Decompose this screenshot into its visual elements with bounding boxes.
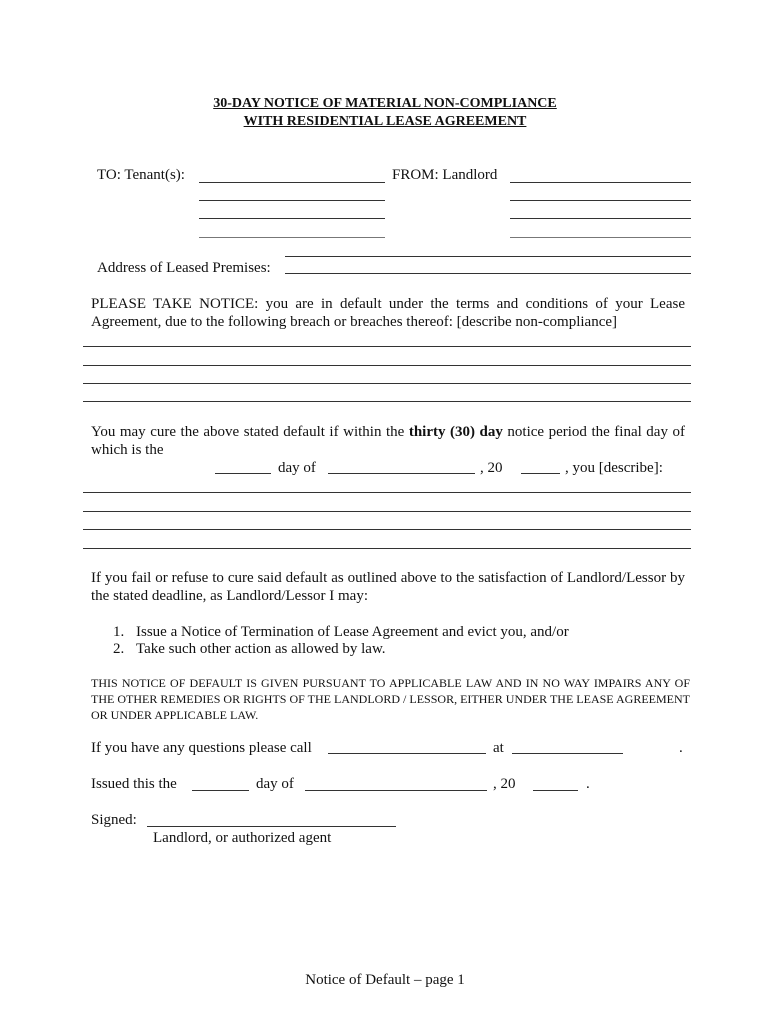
non-compliance-line-3[interactable]	[83, 383, 691, 384]
cure-you-describe: , you [describe]:	[565, 460, 663, 476]
landlord-field-2[interactable]	[510, 200, 691, 201]
issued-label: Issued this the	[91, 776, 177, 792]
address-field-upper[interactable]	[285, 256, 691, 257]
action-1-text: Issue a Notice of Termination of Lease Agreement and evict you, and/or	[136, 624, 569, 640]
questions-time-field[interactable]	[512, 753, 623, 754]
title-line-2: WITH RESIDENTIAL LEASE AGREEMENT	[243, 114, 527, 129]
tenant-field-3[interactable]	[199, 218, 385, 219]
fail-paragraph: If you fail or refuse to cure said default as outlined above to the satisfaction of Landlord/Lessor by the stated deadline, as Landlord/Lessor I may:	[91, 570, 685, 604]
page-footer: Notice of Default – page 1	[305, 972, 465, 988]
landlord-field-1[interactable]	[510, 182, 691, 183]
cure-line-3[interactable]	[83, 529, 691, 530]
cure-line-4[interactable]	[83, 548, 691, 549]
to-tenant-label: TO: Tenant(s):	[97, 167, 185, 183]
cure-text-after: notice period the final day of which is the	[91, 424, 685, 458]
signed-label: Signed:	[91, 812, 137, 828]
tenant-field-4[interactable]	[199, 237, 385, 238]
cure-day-of-label: day of	[278, 460, 316, 476]
cure-day-field[interactable]	[215, 473, 271, 474]
cure-year-field[interactable]	[521, 473, 560, 474]
questions-at-label: at	[493, 740, 504, 756]
questions-label: If you have any questions please call	[91, 740, 312, 756]
issued-year-prefix: , 20	[493, 776, 516, 792]
landlord-field-3[interactable]	[510, 218, 691, 219]
cure-line-1[interactable]	[83, 492, 691, 493]
action-1-number: 1.	[113, 624, 125, 640]
questions-period: .	[679, 740, 683, 756]
action-2-text: Take such other action as allowed by law.	[136, 641, 386, 657]
landlord-field-4[interactable]	[510, 237, 691, 238]
non-compliance-line-1[interactable]	[83, 346, 691, 347]
signature-caption: Landlord, or authorized agent	[153, 830, 332, 846]
address-field[interactable]	[285, 273, 691, 274]
issued-month-field[interactable]	[305, 790, 487, 791]
cure-month-field[interactable]	[328, 473, 475, 474]
issued-day-of-label: day of	[256, 776, 294, 792]
notice-paragraph: PLEASE TAKE NOTICE: you are in default under the terms and conditions of your Lease Agreement, due to the following breach or breaches thereof: [describe non-compliance]	[91, 296, 685, 330]
tenant-field-1[interactable]	[199, 182, 385, 183]
questions-phone-field[interactable]	[328, 753, 486, 754]
tenant-field-2[interactable]	[199, 200, 385, 201]
issued-day-field[interactable]	[192, 790, 249, 791]
action-2-number: 2.	[113, 641, 125, 657]
from-landlord-label: FROM: Landlord	[392, 167, 498, 183]
legal-disclaimer: THIS NOTICE OF DEFAULT IS GIVEN PURSUANT TO APPLICABLE LAW AND IN NO WAY IMPAIRS ANY OF THE OTHER REMEDIES OR RIGHTS OF THE LANDLORD / LESSOR, EITHER UNDER THE LEASE AGREEMENT OR UNDER APPLICABLE LAW.	[91, 676, 690, 722]
signature-field[interactable]	[147, 826, 396, 827]
cure-paragraph	[91, 423, 685, 459]
cure-text-before: You may cure the above stated default if within the	[91, 424, 409, 440]
address-label: Address of Leased Premises:	[97, 260, 271, 276]
cure-line-2[interactable]	[83, 511, 691, 512]
non-compliance-line-4[interactable]	[83, 401, 691, 402]
issued-year-field[interactable]	[533, 790, 578, 791]
non-compliance-line-2[interactable]	[83, 365, 691, 366]
title-line-1: 30-DAY NOTICE OF MATERIAL NON-COMPLIANCE	[213, 96, 557, 111]
cure-bold-period: thirty (30) day	[408, 424, 503, 440]
cure-year-prefix: , 20	[480, 460, 503, 476]
issued-period: .	[586, 776, 590, 792]
